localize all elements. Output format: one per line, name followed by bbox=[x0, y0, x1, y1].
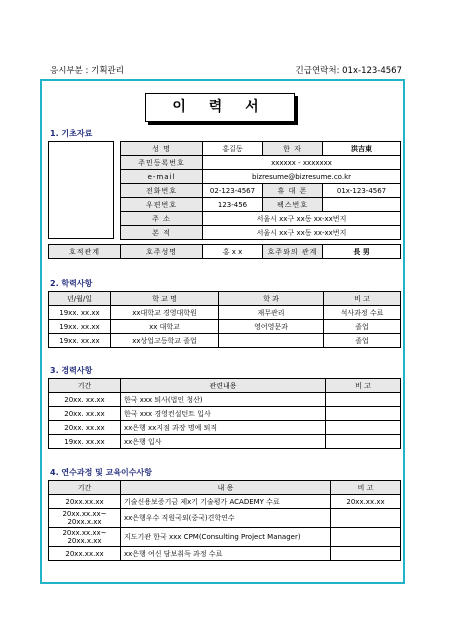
training-content: 기술신용보증기금 제x기 기술평가 ACADEMY 수료 bbox=[121, 495, 331, 509]
career-date: 20xx. xx.xx bbox=[49, 421, 121, 435]
name-value: 홍길동 bbox=[203, 142, 263, 156]
career-content: xx은행 입사 bbox=[121, 435, 326, 449]
zip-value: 123-456 bbox=[203, 198, 263, 212]
edu-date: 19xx. xx.xx bbox=[49, 334, 111, 348]
fax-label: 팩스번호 bbox=[263, 198, 323, 212]
career-note bbox=[326, 435, 401, 449]
mobile-label: 휴 대 폰 bbox=[263, 184, 323, 198]
training-content: xx은행 여신 담보취득 과정 수료 bbox=[121, 547, 331, 561]
edu-note: 석사과정 수료 bbox=[324, 306, 401, 320]
edu-header-date: 년/월/일 bbox=[49, 292, 111, 306]
career-header-period: 기간 bbox=[49, 379, 121, 393]
origin-value: 서울시 xx구 xx동 xx-xx번지 bbox=[203, 226, 401, 240]
mobile-value: 01x-123-4567 bbox=[323, 184, 401, 198]
phone-label: 전화번호 bbox=[121, 184, 203, 198]
edu-note: 졸업 bbox=[324, 320, 401, 334]
training-content: xx은행우수 직원국외(중국)견학연수 bbox=[121, 509, 331, 528]
address-value: 서울시 xx구 xx동 xx-xx번지 bbox=[203, 212, 401, 226]
section-basic-title: 1. 기초자료 bbox=[50, 129, 93, 138]
table-row bbox=[49, 334, 401, 348]
family-label: 호적관계 bbox=[49, 245, 121, 259]
table-row bbox=[49, 421, 401, 435]
section-career-title: 3. 경력사항 bbox=[50, 366, 93, 375]
edu-date: 19xx. xx.xx bbox=[49, 306, 111, 320]
fax-value bbox=[323, 198, 401, 212]
rrn-value: xxxxxx - xxxxxxx bbox=[203, 156, 401, 170]
education-table bbox=[48, 291, 401, 348]
emergency-contact: 긴급연락처: 01x-123-4567 bbox=[295, 66, 402, 76]
application-field: 응시부분 : 기획관리 bbox=[50, 66, 124, 76]
section-training-title: 4. 연수과정 및 교육이수사항 bbox=[50, 468, 152, 477]
training-table bbox=[48, 480, 401, 561]
training-date: 20xx.xx.xx bbox=[49, 495, 121, 509]
table-row bbox=[49, 407, 401, 421]
training-header-content: 내 용 bbox=[121, 481, 331, 495]
edu-date: 19xx. xx.xx bbox=[49, 320, 111, 334]
training-note bbox=[331, 509, 401, 528]
edu-school: xx상업고등학교 졸업 bbox=[111, 334, 219, 348]
training-content: 지도기관 한국 xxx CPM(Consulting Project Manager) bbox=[121, 528, 331, 547]
table-row bbox=[49, 528, 401, 547]
edu-school: xx 대학교 bbox=[111, 320, 219, 334]
training-date: 20xx.xx.xx~ 20xx.x.xx bbox=[49, 509, 121, 528]
edu-header-major: 학 과 bbox=[219, 292, 324, 306]
page-title: 이 력 서 bbox=[145, 93, 295, 122]
training-date: 20xx.xx.xx~ 20xx.x.xx bbox=[49, 528, 121, 547]
edu-header-school: 학 교 명 bbox=[111, 292, 219, 306]
name-label: 성 명 bbox=[121, 142, 203, 156]
career-content: 한국 xxx 경영컨설턴트 입사 bbox=[121, 407, 326, 421]
table-row bbox=[49, 306, 401, 320]
photo-box bbox=[48, 141, 114, 239]
table-row bbox=[49, 435, 401, 449]
career-note bbox=[326, 421, 401, 435]
head-value: 홍 x x bbox=[203, 245, 263, 259]
email-label: e-mail bbox=[121, 170, 203, 184]
head-label: 호주성명 bbox=[121, 245, 203, 259]
phone-value: 02-123-4567 bbox=[203, 184, 263, 198]
table-row bbox=[49, 495, 401, 509]
edu-major: 영어영문과 bbox=[219, 320, 324, 334]
training-date: 20xx.xx.xx bbox=[49, 547, 121, 561]
training-header-period: 기간 bbox=[49, 481, 121, 495]
relation-label: 호주와의 관계 bbox=[263, 245, 323, 259]
training-note bbox=[331, 528, 401, 547]
edu-header-note: 비 고 bbox=[324, 292, 401, 306]
career-note bbox=[326, 393, 401, 407]
edu-major bbox=[219, 334, 324, 348]
career-date: 20xx. xx.xx bbox=[49, 393, 121, 407]
origin-label: 본 적 bbox=[121, 226, 203, 240]
email-value: bizresume@bizresume.co.kr bbox=[203, 170, 401, 184]
family-table bbox=[48, 244, 401, 259]
table-row bbox=[49, 393, 401, 407]
edu-major: 재무관리 bbox=[219, 306, 324, 320]
career-date: 20xx. xx.xx bbox=[49, 407, 121, 421]
address-label: 주 소 bbox=[121, 212, 203, 226]
training-header-note: 비 고 bbox=[331, 481, 401, 495]
section-education-title: 2. 학력사항 bbox=[50, 279, 93, 288]
career-content: xx은행 xx지점 과장 명예 퇴직 bbox=[121, 421, 326, 435]
training-note bbox=[331, 547, 401, 561]
zip-label: 우편번호 bbox=[121, 198, 203, 212]
career-date: 19xx. xx.xx bbox=[49, 435, 121, 449]
table-row bbox=[49, 509, 401, 528]
rrn-label: 주민등록번호 bbox=[121, 156, 203, 170]
relation-value: 長 男 bbox=[323, 245, 401, 259]
table-row bbox=[49, 547, 401, 561]
career-header-content: 관련내용 bbox=[121, 379, 326, 393]
basic-info-table bbox=[120, 141, 401, 240]
hanja-label: 한 자 bbox=[263, 142, 323, 156]
edu-school: xx대학교 경영대학원 bbox=[111, 306, 219, 320]
table-row bbox=[49, 320, 401, 334]
career-note bbox=[326, 407, 401, 421]
career-content: 한국 xxx 퇴사(법인 청산) bbox=[121, 393, 326, 407]
career-header-note: 비 고 bbox=[326, 379, 401, 393]
edu-note: 졸업 bbox=[324, 334, 401, 348]
training-note: 20xx.xx.xx bbox=[331, 495, 401, 509]
career-table bbox=[48, 378, 401, 449]
hanja-value: 洪吉東 bbox=[323, 142, 401, 156]
